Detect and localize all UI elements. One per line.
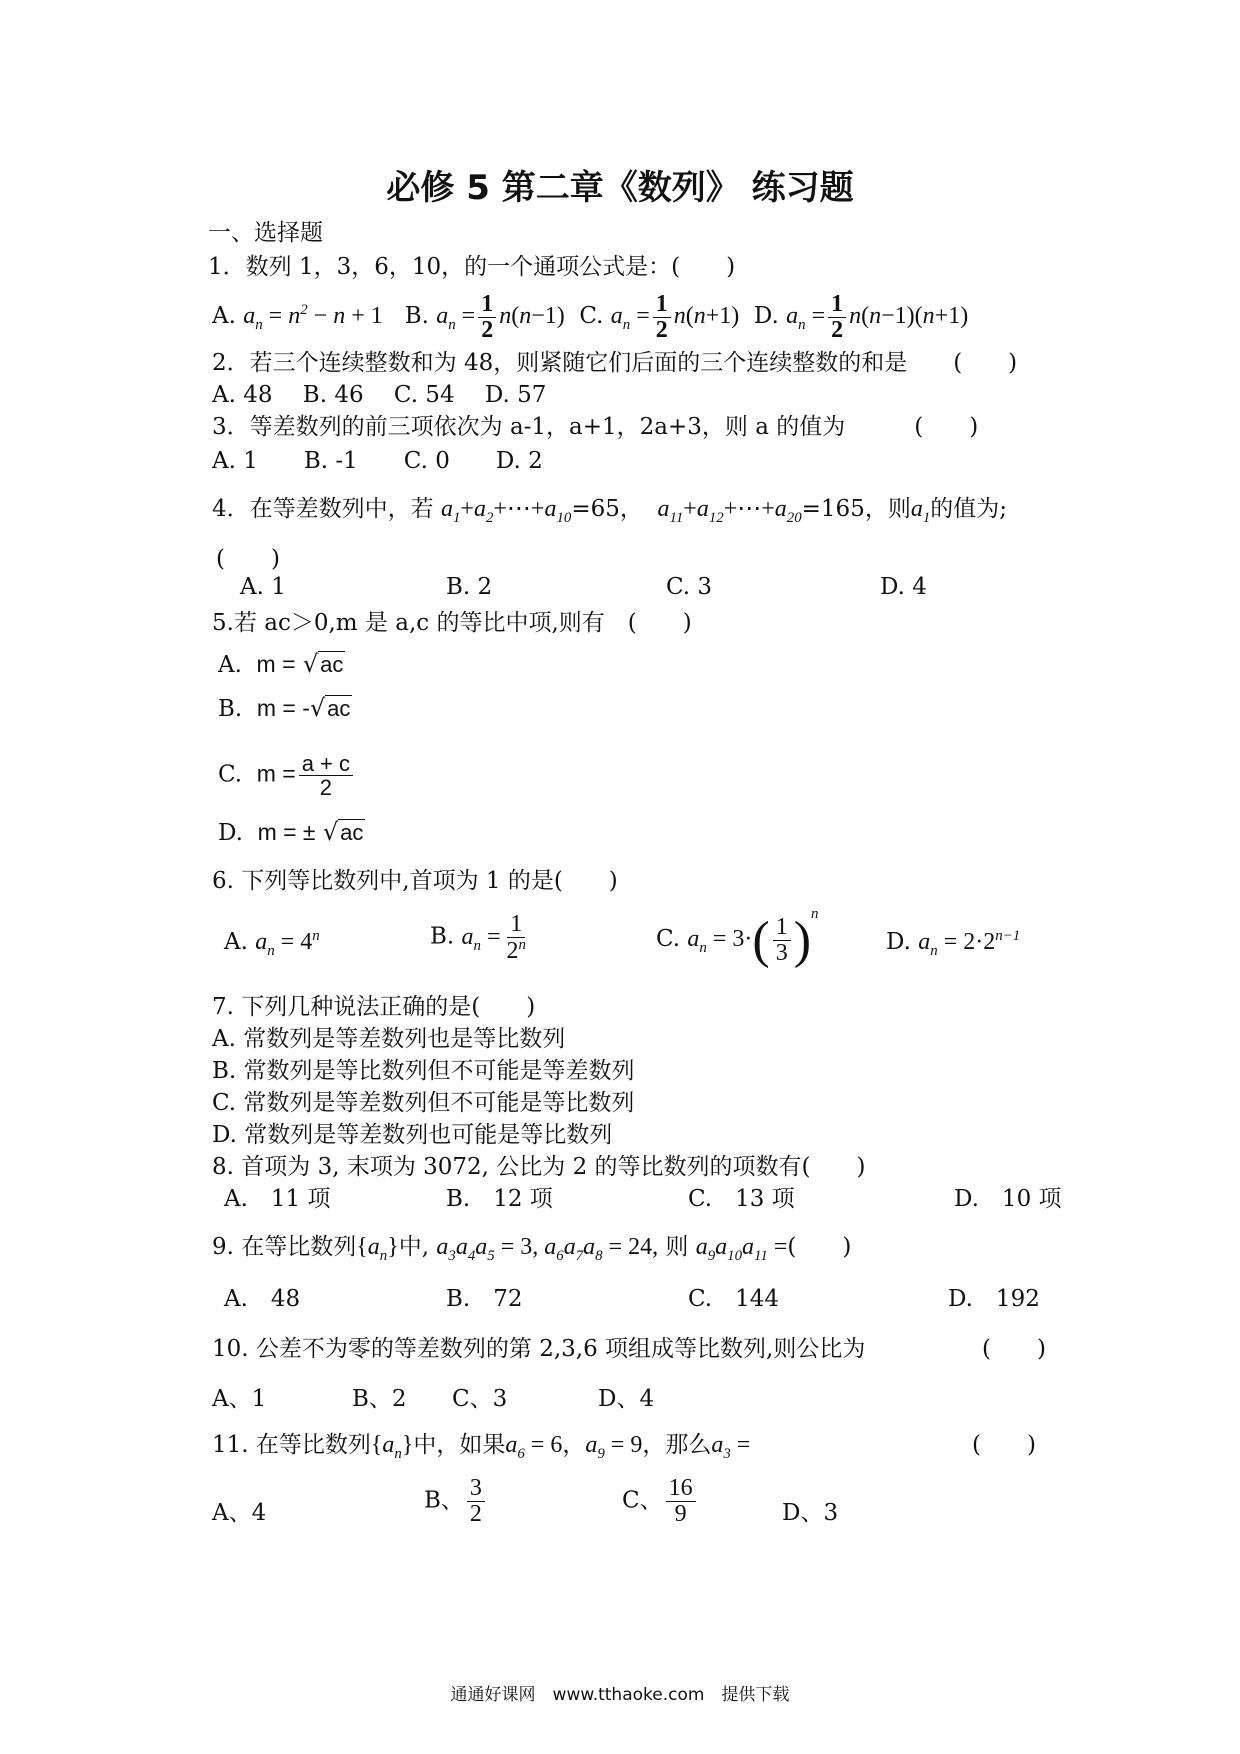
question-6-stem: 6. 下列等比数列中,首项为 1 的是( )	[212, 868, 618, 894]
question-2-stem: 2．若三个连续整数和为 48，则紧随它们后面的三个连续整数的和是 ( )	[212, 350, 1018, 376]
question-5-stem: 5.若 ac＞0,m 是 a,c 的等比中项,则有 ( )	[212, 610, 692, 636]
question-5-option-a: A. m = √ac	[218, 650, 344, 678]
question-7-option-b: B. 常数列是等比数列但不可能是等差数列	[212, 1058, 635, 1084]
question-4-paren: ( )	[216, 546, 280, 572]
question-4-option-c: C. 3	[666, 574, 713, 600]
question-9-option-a: A. 48	[224, 1286, 301, 1312]
question-6-option-c: C. $a_n = 3\cdot$( $\frac{1}{3}$ )$^n$	[656, 906, 819, 969]
question-8-stem: 8. 首项为 3, 末项为 3072, 公比为 2 的等比数列的项数有( )	[212, 1154, 866, 1180]
question-11-paren: ( )	[972, 1432, 1036, 1458]
question-4-option-b: B. 2	[446, 574, 493, 600]
section-heading: 一、选择题	[208, 220, 323, 246]
question-8-option-b: B. 12 项	[446, 1186, 553, 1212]
question-9-stem: 9. 在等比数列$\{a_n\}$中, $a_3a_4a_5 = 3$, $a_6a_7a_8 = 24$, 则 $a_9a_{10}a_{11}$ =( )	[212, 1234, 852, 1264]
question-5-option-b: B. m = -√ac	[218, 694, 351, 722]
question-8-option-a: A. 11 项	[224, 1186, 331, 1212]
question-4-stem: 4．在等差数列中，若 $a_1+a_2+\cdots+a_{10}=65$， $a_{11}+a_{12}+\cdots+a_{20}=165$，则$a_1$的值为;	[212, 496, 1008, 526]
question-2-options: A. 48 B. 46 C. 54 D. 57	[212, 382, 547, 408]
question-9-option-b: B. 72	[446, 1286, 523, 1312]
question-10-option-a: A、1	[212, 1386, 267, 1412]
question-4-option-d: D. 4	[880, 574, 927, 600]
question-10-option-b: B、2	[352, 1386, 407, 1412]
question-8-option-d: D. 10 项	[954, 1186, 1062, 1212]
question-6-option-b: B. $a_n$ = $\frac{1}{2^n}$	[430, 911, 526, 965]
question-7-option-c: C. 常数列是等差数列但不可能是等比数列	[212, 1090, 635, 1116]
question-3-stem: 3．等差数列的前三项依次为 a-1，a+1，2a+3，则 a 的值为 ( )	[212, 414, 979, 440]
question-4-option-a: A. 1	[240, 574, 286, 600]
question-9-option-d: D. 192	[948, 1286, 1040, 1312]
question-10-option-c: C、3	[452, 1386, 508, 1412]
question-11-option-c: C、 $\frac{16}{9}$	[622, 1476, 699, 1527]
question-7-option-d: D. 常数列是等差数列也可能是等比数列	[212, 1122, 613, 1148]
question-11-stem: 11. 在等比数列$\{a_n\}$中，如果$a_6 = 6$，$a_9 = 9$，那么$a_3$ =	[212, 1432, 751, 1462]
page-title: 必修 5 第二章《数列》 练习题	[386, 168, 854, 208]
question-7-stem: 7. 下列几种说法正确的是( )	[212, 994, 536, 1020]
question-5-option-c: C. m = $\frac{a + c}{2}$	[218, 752, 356, 799]
question-3-options: A. 1 B. -1 C. 0 D. 2	[212, 448, 543, 474]
question-8-option-c: C. 13 项	[688, 1186, 795, 1212]
question-10-paren: ( )	[982, 1336, 1046, 1362]
question-6-option-d: D. $a_n = 2\cdot 2^{n-1}$	[886, 928, 1021, 959]
footer-credit: 通通好课网 www.tthaoke.com 提供下载	[450, 1685, 790, 1705]
question-11-option-d: D、3	[782, 1500, 839, 1526]
question-9-option-c: C. 144	[688, 1286, 779, 1312]
question-11-option-a: A、4	[212, 1500, 267, 1526]
question-1-stem: 1．数列 1，3，6，10，的一个通项公式是：( )	[208, 254, 736, 280]
question-1-options: A. $a_n = n^2 - n + 1$ B. $a_n$ = $\frac{1}{2}$ n(n−1) C. $a_n$ = $\frac{1}{2}$ n(n+1) D. $a_n$ = $\frac{1}{2}$ n(n−1)(n+1)	[212, 291, 969, 344]
question-10-stem: 10. 公差不为零的等差数列的第 2,3,6 项组成等比数列,则公比为	[212, 1336, 866, 1362]
question-10-option-d: D、4	[598, 1386, 655, 1412]
question-7-option-a: A. 常数列是等差数列也是等比数列	[212, 1026, 566, 1052]
question-5-option-d: D. m = ± √ac	[218, 818, 364, 846]
question-11-option-b: B、 $\frac{3}{2}$	[424, 1476, 488, 1527]
question-6-option-a: A. $a_n = 4^n$	[224, 928, 320, 959]
